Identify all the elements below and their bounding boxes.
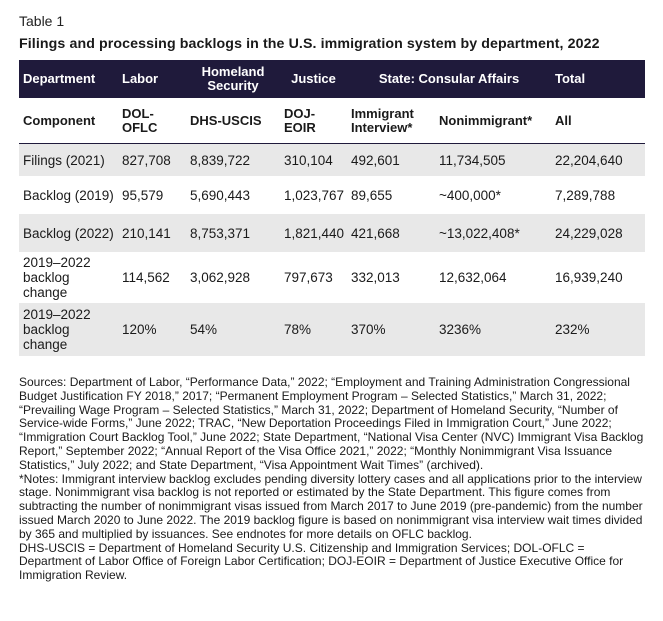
row-label: 2019–2022 backlog change [23, 255, 91, 300]
table-figure [19, 12, 645, 583]
cell-immigrant-interview: 492,601 [347, 144, 435, 177]
cell-justice: 310,104 [280, 144, 347, 177]
department-header-row [19, 60, 645, 98]
cell-homeland-security: 8,839,722 [186, 144, 280, 177]
table-row [19, 144, 645, 177]
cell-immigrant-interview: 370% [347, 303, 435, 356]
cell-homeland-security: 54% [186, 303, 280, 356]
table-notes [19, 376, 645, 583]
cell-labor: 114,562 [122, 270, 170, 285]
cell-labor: 120% [118, 303, 186, 356]
cell-nonimmigrant: 12,632,064 [439, 270, 507, 285]
cell-justice: 797,673 [284, 270, 333, 285]
notes-text: *Notes: Immigrant interview backlog excludes pending diversity lottery cases and all applications prior to the interview stage. Nonimmigrant visa backlog is not reported or estimated by the State Department. This figure comes from subtracting the number of nonimmigrant visas issued from March 2017 to June 2019 (pre-pandemic) from the number issued March 2020 to June 2022. The 2019 backlog figure is based on nonimmigrant visa interview wait times divided by 365 and multiplied by issuances. See endnotes for more details on OFLC backlog. [19, 471, 643, 541]
component-header-row [19, 98, 645, 144]
backlog-table [19, 60, 645, 356]
cell-justice: 1,023,767 [284, 187, 345, 203]
header-nonimmigrant: Nonimmigrant* [435, 98, 551, 144]
table-row [19, 252, 645, 303]
cell-labor: 827,708 [118, 144, 186, 177]
header-dhs-uscis: DHS-USCIS [186, 98, 280, 144]
cell-justice: 1,821,440 [280, 214, 347, 252]
row-label: Filings (2021) [19, 144, 118, 177]
cell-immigrant-interview: 421,668 [347, 214, 435, 252]
header-labor: Labor [118, 60, 186, 98]
abbreviations-text: DHS-USCIS = Department of Homeland Security U.S. Citizenship and Immigration Services; DOL-OFLC = Department of Labor Office of Foreign Labor Certification; DOJ-EOIR = Department of Justice Executive Office for Immigration Review. [19, 540, 624, 583]
header-justice: Justice [280, 60, 347, 98]
row-label: Backlog (2019) [23, 187, 114, 203]
cell-immigrant-interview: 332,013 [351, 270, 400, 285]
cell-immigrant-interview: 89,655 [351, 187, 393, 203]
table-title: Filings and processing backlogs in the U.S. immigration system by department, 2022 [19, 36, 600, 52]
header-homeland-security: Homeland Security [186, 60, 280, 98]
cell-nonimmigrant: 3236% [435, 303, 551, 356]
cell-total: 24,229,028 [551, 214, 645, 252]
cell-nonimmigrant: ~13,022,408* [435, 214, 551, 252]
table-row [19, 303, 645, 356]
cell-nonimmigrant: ~400,000* [439, 187, 501, 203]
cell-labor: 210,141 [118, 214, 186, 252]
header-state-consular-affairs: State: Consular Affairs [347, 60, 551, 98]
sources-text: Sources: Department of Labor, “Performance Data,” 2022; “Employment and Training Administration Congressional Budget Justification FY 2018,” 2017; “Permanent Employment Program – Selected Statistics,” March 31, 2022; “Prevailing Wage Program – Selected Statistics,” March 31, 2022; Department of Homeland Security, “Number of Service-wide Forms,” June 2022; TRAC, “New Deportation Proceedings Filed in Immigration Court,” June 2022; “Immigration Court Backlog Tool,” June 2022; State Department, “National Visa Center (NVC) Immigrant Visa Backlog Report,” September 2022; “Annual Report of the Visa Office 2021,” 2022; “Monthly Nonimmigrant Visa Issuance Statistics,” July 2022; and State Department, “Visa Appointment Wait Times” (archived). [19, 375, 644, 472]
table-row [19, 214, 645, 252]
table-label: Table 1 [19, 13, 65, 29]
header-total: Total [551, 60, 645, 98]
cell-total: 232% [551, 303, 645, 356]
header-component: Component [19, 98, 118, 144]
header-department: Department [19, 60, 118, 98]
header-doj-eoir: DOJ-EOIR [280, 98, 347, 144]
cell-total: 22,204,640 [551, 144, 645, 177]
cell-total: 7,289,788 [555, 187, 616, 203]
cell-nonimmigrant: 11,734,505 [435, 144, 551, 177]
header-dol-oflc: DOL-OFLC [118, 98, 186, 144]
row-label: Backlog (2022) [19, 214, 118, 252]
cell-homeland-security: 8,753,371 [186, 214, 280, 252]
row-label: 2019–2022 backlog change [19, 303, 118, 356]
cell-homeland-security: 5,690,443 [190, 187, 251, 203]
table-row [19, 176, 645, 214]
header-all: All [551, 98, 645, 144]
cell-justice: 78% [280, 303, 347, 356]
header-immigrant-interview: Immigrant Interview* [347, 98, 435, 144]
cell-total: 16,939,240 [555, 270, 623, 285]
cell-labor: 95,579 [122, 187, 164, 203]
cell-homeland-security: 3,062,928 [190, 270, 251, 285]
